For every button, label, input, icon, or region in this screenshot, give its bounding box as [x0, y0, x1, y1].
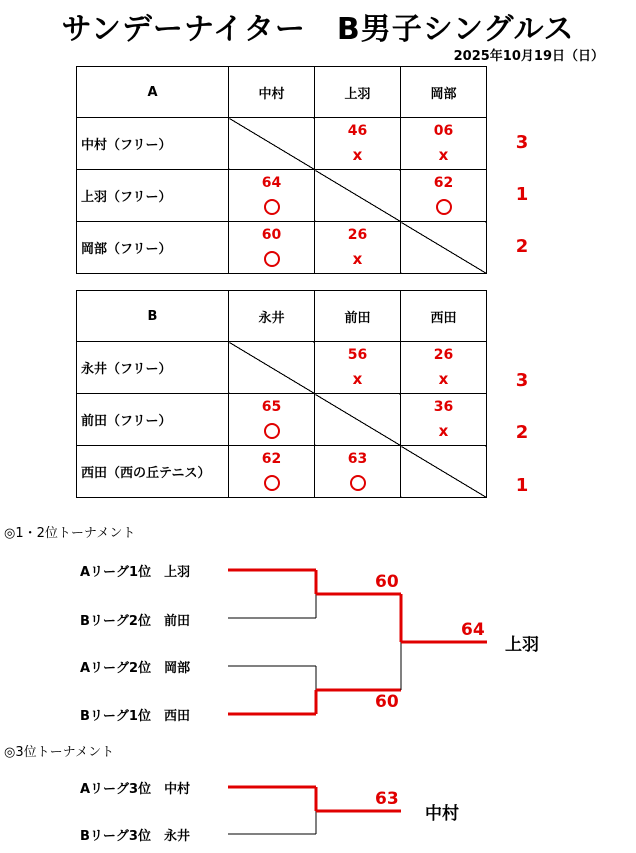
bracket-entry: Aリーグ1位 上羽 — [80, 565, 191, 580]
final-score: 64 — [461, 620, 485, 640]
match-score: 62 — [261, 450, 282, 467]
match-score: 36 — [433, 398, 454, 415]
event-date: 2025年10月19日（日） — [453, 49, 604, 64]
opponent-header: 岡部 — [401, 67, 487, 118]
opponent-header: 西田 — [401, 291, 487, 342]
tournament-12-winner: 上羽 — [505, 635, 539, 655]
loss-mark: x — [438, 145, 449, 164]
match-score: 60 — [261, 226, 282, 243]
match-score: 63 — [347, 450, 368, 467]
opponent-header: 前田 — [315, 291, 401, 342]
player-name: 上羽（フリー） — [77, 170, 229, 222]
bracket-entry: Aリーグ2位 岡部 — [80, 661, 191, 676]
loss-mark: x — [352, 369, 363, 388]
player-name: 中村（フリー） — [77, 118, 229, 170]
page-title: サンデーナイター B男子シングルス — [61, 12, 575, 47]
loss-mark: x — [438, 421, 449, 440]
loss-mark: x — [438, 369, 449, 388]
rank-value: 2 — [515, 236, 529, 257]
tournament-3-heading: ◎3位トーナメント — [4, 745, 115, 760]
league-name: A — [77, 67, 229, 118]
bracket-entry: Bリーグ1位 西田 — [80, 709, 190, 724]
match-score: 06 — [433, 122, 454, 139]
opponent-header: 永井 — [229, 291, 315, 342]
rank-value: 3 — [515, 370, 529, 391]
match-score: 46 — [347, 122, 368, 139]
third-final-score: 63 — [375, 789, 399, 809]
rank-value: 2 — [515, 422, 529, 443]
player-name: 西田（西の丘テニス） — [77, 446, 229, 498]
semi2-score: 60 — [375, 692, 399, 712]
match-score: 62 — [433, 174, 454, 191]
match-score: 64 — [261, 174, 282, 191]
bracket-entry: Bリーグ3位 永井 — [80, 829, 190, 844]
player-name: 前田（フリー） — [77, 394, 229, 446]
rank-value: 3 — [515, 132, 529, 153]
tournament-12-heading: ◎1・2位トーナメント — [4, 526, 136, 541]
semi1-score: 60 — [375, 572, 399, 592]
loss-mark: x — [352, 249, 363, 268]
opponent-header: 上羽 — [315, 67, 401, 118]
bracket-entry: Bリーグ2位 前田 — [80, 614, 190, 629]
rank-value: 1 — [515, 184, 529, 205]
match-score: 26 — [347, 226, 368, 243]
rank-value: 1 — [515, 475, 529, 496]
opponent-header: 中村 — [229, 67, 315, 118]
match-score: 65 — [261, 398, 282, 415]
loss-mark: x — [352, 145, 363, 164]
bracket-entry: Aリーグ3位 中村 — [80, 782, 191, 797]
tournament-3-winner: 中村 — [425, 804, 459, 824]
match-score: 56 — [347, 346, 368, 363]
player-name: 岡部（フリー） — [77, 222, 229, 274]
match-score: 26 — [433, 346, 454, 363]
player-name: 永井（フリー） — [77, 342, 229, 394]
league-name: B — [77, 291, 229, 342]
